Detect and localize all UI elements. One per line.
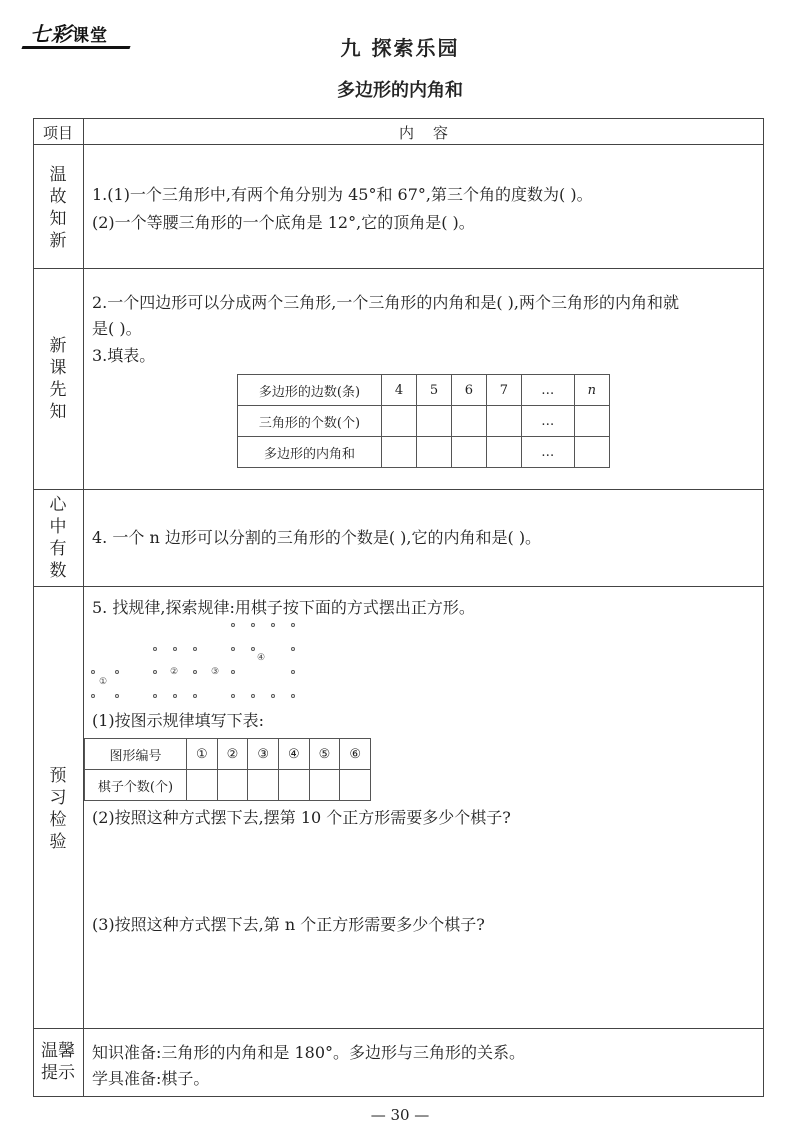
chess-piece	[231, 694, 235, 698]
chess-piece	[153, 647, 157, 651]
table-cell[interactable]	[416, 437, 451, 468]
divider	[33, 586, 764, 587]
chess-piece	[91, 670, 95, 674]
page-number: — 30 —	[370, 1106, 430, 1124]
table-cell: …	[521, 406, 574, 437]
section-label-preview: 新 课 先 知	[49, 336, 67, 422]
figure-label: ④	[257, 653, 266, 663]
chess-piece	[271, 694, 275, 698]
lesson-title: 多边形的内角和	[337, 80, 463, 101]
table-row	[85, 770, 371, 801]
question-5-3: (3)按照这种方式摆下去,第 n 个正方形需要多少个棋子?	[92, 915, 485, 934]
table-cell: ①	[187, 739, 218, 770]
table-row	[238, 406, 610, 437]
chess-piece	[193, 670, 197, 674]
divider	[33, 489, 764, 490]
section-label-summary: 心 中 有 数	[49, 495, 67, 581]
chess-piece	[153, 670, 157, 674]
divider	[33, 144, 764, 145]
chapter-title: 九 探索乐园	[340, 36, 460, 60]
chess-piece	[231, 623, 235, 627]
table-cell: 6	[451, 375, 486, 406]
chess-piece	[231, 670, 235, 674]
table-cell[interactable]	[248, 770, 279, 801]
divider	[33, 268, 764, 269]
table-cell: 4	[382, 375, 417, 406]
table-cell[interactable]	[278, 770, 309, 801]
figure-label: ②	[170, 667, 179, 677]
question-5-2: (2)按照这种方式摆下去,摆第 10 个正方形需要多少个棋子?	[92, 808, 511, 827]
question-4: 4. 一个 n 边形可以分割的三角形的个数是( ),它的内角和是( )。	[92, 528, 542, 547]
table-cell: 棋子个数(个)	[85, 770, 187, 801]
figure-label: ①	[99, 677, 108, 687]
divider	[33, 1028, 764, 1029]
polygon-table	[237, 374, 610, 468]
table-cell[interactable]	[187, 770, 218, 801]
table-cell: 多边形的边数(条)	[238, 375, 382, 406]
chess-piece	[193, 694, 197, 698]
table-row	[238, 375, 610, 406]
question-1-2: (2)一个等腰三角形的一个底角是 12°,它的顶角是( )。	[92, 213, 475, 232]
table-cell[interactable]: 三角形的个数(个)	[238, 406, 382, 437]
chess-piece	[291, 647, 295, 651]
table-cell: 7	[486, 375, 521, 406]
chess-piece	[231, 647, 235, 651]
table-cell[interactable]	[340, 770, 371, 801]
pattern-table	[84, 738, 371, 801]
brand-logo: 七彩课堂	[30, 22, 108, 46]
section-label-check: 预 习 检 验	[49, 766, 67, 852]
table-row	[85, 739, 371, 770]
table-cell[interactable]	[309, 770, 340, 801]
table-cell: ⑤	[309, 739, 340, 770]
chess-piece	[153, 694, 157, 698]
table-row	[238, 437, 610, 468]
chess-piece	[115, 670, 119, 674]
section-label-tips: 温馨 提示	[41, 1041, 75, 1083]
table-cell[interactable]	[574, 406, 609, 437]
chess-piece	[291, 694, 295, 698]
chess-piece	[173, 647, 177, 651]
table-cell: 多边形的内角和	[238, 437, 382, 468]
chess-piece	[193, 647, 197, 651]
table-cell: …	[521, 437, 574, 468]
chess-piece	[291, 623, 295, 627]
tips-tools: 学具准备:棋子。	[92, 1069, 210, 1088]
figure-label: ③	[211, 667, 220, 677]
question-2-line1: 2.一个四边形可以分成两个三角形,一个三角形的内角和是( ),两个三角形的内角和就	[92, 293, 680, 312]
table-cell[interactable]	[574, 437, 609, 468]
table-cell[interactable]	[382, 437, 417, 468]
question-3: 3.填表。	[92, 346, 156, 365]
section-label-review: 温 故 知 新	[49, 165, 67, 251]
table-cell[interactable]	[382, 406, 417, 437]
table-cell: ⑥	[340, 739, 371, 770]
column-divider	[83, 118, 84, 1097]
table-cell[interactable]	[217, 770, 248, 801]
chess-piece	[291, 670, 295, 674]
question-5: 5. 找规律,探索规律:用棋子按下面的方式摆出正方形。	[92, 598, 475, 617]
tips-knowledge: 知识准备:三角形的内角和是 180°。多边形与三角形的关系。	[92, 1043, 526, 1062]
table-cell[interactable]	[451, 437, 486, 468]
header-project: 项目	[42, 124, 73, 142]
table-cell[interactable]	[451, 406, 486, 437]
chess-piece	[173, 694, 177, 698]
question-1-1: 1.(1)一个三角形中,有两个角分别为 45°和 67°,第三个角的度数为( )。	[92, 185, 593, 204]
chess-piece	[251, 623, 255, 627]
chess-piece	[271, 623, 275, 627]
chess-piece	[251, 647, 255, 651]
chess-piece	[115, 694, 119, 698]
table-cell: …	[521, 375, 574, 406]
table-cell: ③	[248, 739, 279, 770]
table-cell[interactable]	[486, 437, 521, 468]
table-cell: ②	[217, 739, 248, 770]
table-cell: 5	[416, 375, 451, 406]
table-cell[interactable]	[416, 406, 451, 437]
chess-piece	[91, 694, 95, 698]
question-5-1: (1)按图示规律填写下表:	[92, 711, 265, 730]
table-cell: ④	[278, 739, 309, 770]
header-content: 内 容	[398, 124, 449, 142]
question-2-line2: 是( )。	[92, 319, 142, 338]
chess-pattern-figure	[85, 615, 315, 700]
table-cell: n	[574, 375, 609, 406]
table-cell: 图形编号	[85, 739, 187, 770]
chess-piece	[251, 694, 255, 698]
table-cell[interactable]	[486, 406, 521, 437]
